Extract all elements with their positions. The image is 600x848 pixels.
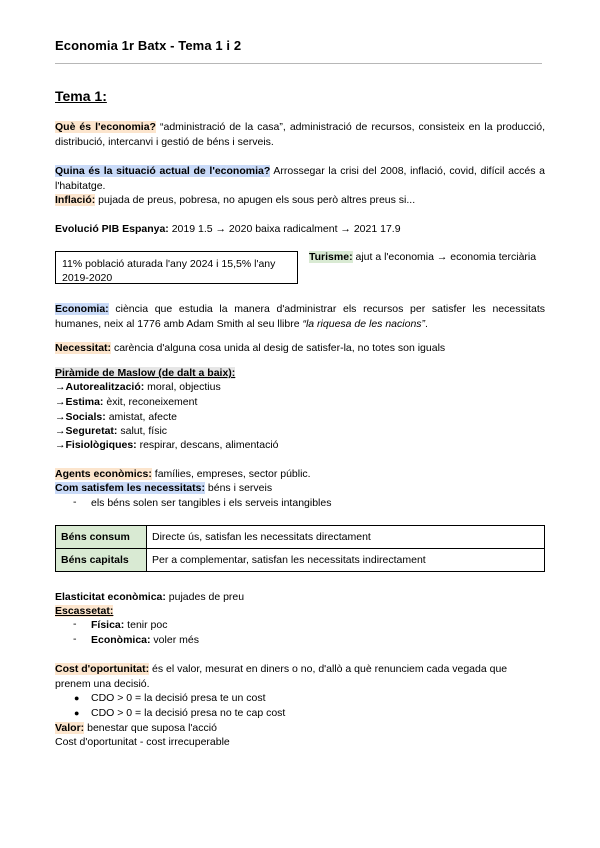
escassetat-item-text: voler més bbox=[150, 634, 199, 646]
book-title: “la riquesa de les nacions” bbox=[302, 317, 426, 330]
cost-item: CDO > 0 = la decisió presa no te cap cost bbox=[91, 707, 286, 719]
paragraph-agents bbox=[55, 467, 545, 482]
term-definition: 2019 1.5 → 2020 baixa radicalment → 2021 17.9 bbox=[168, 223, 401, 235]
paragraph-necessitat bbox=[55, 341, 545, 356]
term-label: Inflació: bbox=[55, 194, 96, 206]
term-label: Agents econòmics: bbox=[55, 468, 152, 480]
term-label: Elasticitat econòmica: bbox=[55, 591, 166, 603]
term-definition: famílies, empreses, sector públic. bbox=[151, 468, 311, 480]
maslow-item bbox=[55, 380, 221, 394]
escassetat-item-label: Econòmica: bbox=[91, 634, 151, 646]
arrow-icon: → bbox=[55, 439, 66, 451]
maslow-item-label: Seguretat: bbox=[65, 425, 118, 437]
atur-box bbox=[55, 251, 298, 284]
maslow-label: Piràmide de Maslow (de dalt a baix): bbox=[55, 367, 236, 379]
maslow-item bbox=[55, 438, 279, 452]
maslow-heading bbox=[55, 366, 545, 381]
table-key: Béns capitals bbox=[56, 549, 147, 572]
maslow-item-text: respirar, descans, alimentació bbox=[136, 439, 279, 451]
maslow-item-text: salut, físic bbox=[117, 425, 168, 437]
arrow-icon: → bbox=[55, 381, 66, 393]
document-title: Economia 1r Batx - Tema 1 i 2 bbox=[55, 38, 242, 53]
term-label: Cost d'oportunitat: bbox=[55, 663, 150, 675]
bens-table bbox=[55, 525, 545, 572]
term-label: Necessitat: bbox=[55, 342, 112, 354]
maslow-item-text: èxit, reconeixement bbox=[103, 396, 198, 408]
escassetat-item bbox=[91, 633, 199, 647]
cost-irrecuperable-text: Cost d'oportunitat - cost irrecuperable bbox=[55, 736, 230, 748]
table-value: Directe ús, satisfan les necessitats directament bbox=[147, 526, 545, 549]
period: . bbox=[425, 317, 428, 330]
maslow-item-text: amistat, afecte bbox=[105, 411, 177, 423]
title-divider bbox=[55, 63, 542, 64]
maslow-item bbox=[55, 395, 197, 409]
bullet-icon: ● bbox=[74, 693, 80, 703]
section-heading: Tema 1: bbox=[55, 88, 107, 104]
maslow-item bbox=[55, 410, 177, 424]
paragraph-cost-oportunitat bbox=[55, 662, 545, 691]
question-label: Què és l'economia? bbox=[55, 121, 156, 133]
term-label: Evolució PIB Espanya: bbox=[55, 223, 169, 235]
paragraph-economia bbox=[55, 302, 545, 331]
term-definition: ajut a l'economia → economia terciària bbox=[352, 251, 537, 263]
term-label: Escassetat: bbox=[55, 605, 114, 617]
atur-text: 11% població aturada l'any 2024 i 15,5% l'any 2019-2020 bbox=[62, 258, 276, 284]
term-definition: pujades de preu bbox=[165, 591, 245, 603]
paragraph-que-es-economia bbox=[55, 120, 545, 149]
table-value: Per a complementar, satisfan les necessitats indirectament bbox=[147, 549, 545, 572]
table-key: Béns consum bbox=[56, 526, 147, 549]
question-answer: “administració de la casa”, administració de recursos, consisteix en la producció, distribució, intercanvi i gestió de béns i serveis. bbox=[55, 121, 545, 148]
question-answer: Arrossegar la crisi del 2008, inflació, covid, difícil accés a l'habitatge. bbox=[55, 165, 546, 192]
paragraph-cost-irrecuperable bbox=[55, 735, 545, 750]
maslow-item-label: Socials: bbox=[65, 411, 106, 423]
maslow-item-label: Fisiològiques: bbox=[65, 439, 137, 451]
dash-bullet: - bbox=[73, 496, 77, 508]
arrow-icon: → bbox=[55, 396, 66, 408]
maslow-item-text: moral, objectius bbox=[144, 381, 221, 393]
paragraph-valor bbox=[55, 721, 545, 736]
escassetat-item-text: tenir poc bbox=[124, 619, 168, 631]
term-definition: pujada de preus, pobresa, no apugen els sous però altres preus si... bbox=[95, 194, 416, 206]
paragraph-turisme bbox=[309, 251, 545, 264]
arrow-icon: → bbox=[55, 411, 66, 423]
term-definition: carència d'alguna cosa unida al desig de satisfer-la, no totes son iguals bbox=[111, 342, 446, 354]
maslow-item-label: Autorealització: bbox=[65, 381, 145, 393]
table-row bbox=[56, 526, 545, 549]
term-label: Com satisfem les necessitats: bbox=[55, 482, 205, 494]
arrow-icon: → bbox=[55, 425, 66, 437]
paragraph-elasticitat bbox=[55, 590, 545, 605]
term-definition: ciència que estudia la manera d'administrar els recursos per satisfer les necessitats humanes, neix al 1776 amb Adam Smith al seu llibre bbox=[55, 303, 545, 330]
cost-item: CDO > 0 = la decisió presa te un cost bbox=[91, 692, 266, 704]
question-label: Quina és la situació actual de l'economia? bbox=[55, 165, 271, 177]
term-label: Economia: bbox=[55, 303, 109, 315]
escassetat-item bbox=[91, 618, 167, 632]
term-definition: béns i serveis bbox=[204, 482, 273, 494]
term-label: Valor: bbox=[55, 722, 85, 734]
paragraph-situacio-actual bbox=[55, 164, 545, 193]
bullet-icon: ● bbox=[74, 708, 80, 718]
paragraph-satisfem bbox=[55, 481, 545, 496]
paragraph-pib bbox=[55, 222, 545, 237]
paragraph-escassetat bbox=[55, 604, 545, 619]
term-label: Turisme: bbox=[309, 251, 353, 263]
paragraph-inflacio bbox=[55, 193, 545, 208]
term-definition: benestar que suposa l'acció bbox=[84, 722, 217, 734]
dash-bullet: - bbox=[73, 618, 77, 630]
satisfem-subitem: els béns solen ser tangibles i els serveis intangibles bbox=[91, 497, 332, 509]
term-definition: és el valor, mesurat en diners o no, d'allò a què renunciem cada vegada que prenem una decisió. bbox=[55, 663, 508, 690]
table-row bbox=[56, 549, 545, 572]
dash-bullet: - bbox=[73, 633, 77, 645]
escassetat-item-label: Física: bbox=[91, 619, 125, 631]
maslow-item-label: Estima: bbox=[65, 396, 104, 408]
maslow-item bbox=[55, 424, 167, 438]
